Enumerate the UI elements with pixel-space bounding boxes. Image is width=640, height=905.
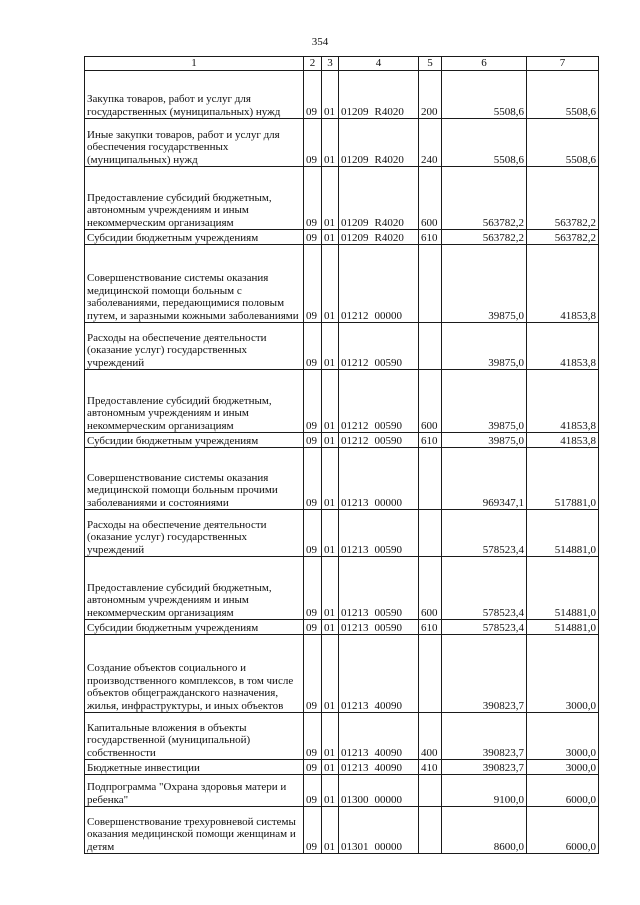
direction-code: 00590 bbox=[374, 621, 402, 634]
amount-col6: 390823,7 bbox=[442, 635, 527, 713]
table-row bbox=[85, 167, 599, 230]
section-code: 09 bbox=[304, 807, 322, 854]
table-row bbox=[85, 713, 599, 760]
expense-type-code: 200 bbox=[419, 71, 442, 119]
expense-type-code bbox=[419, 635, 442, 713]
program-code: 01213 bbox=[341, 761, 369, 774]
row-name: Предоставление субсидий бюджетным, автономным учреждениям и иным некоммерческим организациям bbox=[85, 167, 304, 230]
target-article-code bbox=[339, 620, 419, 635]
program-code: 01209 bbox=[341, 231, 369, 244]
section-code: 09 bbox=[304, 713, 322, 760]
table-row bbox=[85, 620, 599, 635]
target-article-code bbox=[339, 119, 419, 167]
program-code: 01213 bbox=[341, 699, 369, 712]
expense-type-code bbox=[419, 448, 442, 510]
row-name: Иные закупки товаров, работ и услуг для обеспечения государственных (муниципальных) нужд bbox=[85, 119, 304, 167]
amount-col7: 514881,0 bbox=[527, 557, 599, 620]
section-code: 09 bbox=[304, 775, 322, 807]
row-name: Закупка товаров, работ и услуг для государственных (муниципальных) нужд bbox=[85, 71, 304, 119]
target-article-code bbox=[339, 635, 419, 713]
amount-col7: 514881,0 bbox=[527, 620, 599, 635]
amount-col7: 6000,0 bbox=[527, 775, 599, 807]
target-article-code bbox=[339, 557, 419, 620]
direction-code: 00590 bbox=[374, 543, 402, 556]
row-name: Предоставление субсидий бюджетным, автономным учреждениям и иным некоммерческим организациям bbox=[85, 370, 304, 433]
subsection-code: 01 bbox=[322, 635, 339, 713]
amount-col7: 41853,8 bbox=[527, 323, 599, 370]
direction-code: 00000 bbox=[374, 793, 402, 806]
amount-col7: 563782,2 bbox=[527, 230, 599, 245]
table-row bbox=[85, 323, 599, 370]
table-row bbox=[85, 245, 599, 323]
amount-col7: 3000,0 bbox=[527, 760, 599, 775]
program-code: 01301 bbox=[341, 840, 369, 853]
subsection-code: 01 bbox=[322, 433, 339, 448]
row-name: Бюджетные инвестиции bbox=[85, 760, 304, 775]
expense-type-code bbox=[419, 245, 442, 323]
program-code: 01213 bbox=[341, 746, 369, 759]
column-header: 7 bbox=[527, 57, 599, 71]
subsection-code: 01 bbox=[322, 760, 339, 775]
expense-type-code bbox=[419, 775, 442, 807]
direction-code: R4020 bbox=[374, 231, 404, 244]
column-header: 6 bbox=[442, 57, 527, 71]
direction-code: 00000 bbox=[374, 309, 402, 322]
table-row bbox=[85, 760, 599, 775]
row-name: Расходы на обеспечение деятельности (оказание услуг) государственных учреждений bbox=[85, 510, 304, 557]
program-code: 01213 bbox=[341, 496, 369, 509]
amount-col7: 41853,8 bbox=[527, 433, 599, 448]
subsection-code: 01 bbox=[322, 713, 339, 760]
amount-col7: 5508,6 bbox=[527, 119, 599, 167]
column-header: 5 bbox=[419, 57, 442, 71]
direction-code: 40090 bbox=[374, 761, 402, 774]
row-name: Субсидии бюджетным учреждениям bbox=[85, 620, 304, 635]
section-code: 09 bbox=[304, 620, 322, 635]
row-name: Субсидии бюджетным учреждениям bbox=[85, 433, 304, 448]
amount-col7: 5508,6 bbox=[527, 71, 599, 119]
amount-col7: 3000,0 bbox=[527, 635, 599, 713]
program-code: 01213 bbox=[341, 543, 369, 556]
section-code: 09 bbox=[304, 635, 322, 713]
amount-col6: 9100,0 bbox=[442, 775, 527, 807]
target-article-code bbox=[339, 370, 419, 433]
target-article-code bbox=[339, 71, 419, 119]
amount-col6: 39875,0 bbox=[442, 245, 527, 323]
expense-type-code: 400 bbox=[419, 713, 442, 760]
expense-type-code: 600 bbox=[419, 167, 442, 230]
expense-type-code: 610 bbox=[419, 230, 442, 245]
direction-code: 00590 bbox=[374, 606, 402, 619]
row-name: Расходы на обеспечение деятельности (оказание услуг) государственных учреждений bbox=[85, 323, 304, 370]
amount-col7: 41853,8 bbox=[527, 245, 599, 323]
amount-col6: 39875,0 bbox=[442, 370, 527, 433]
target-article-code bbox=[339, 323, 419, 370]
expense-type-code: 410 bbox=[419, 760, 442, 775]
section-code: 09 bbox=[304, 370, 322, 433]
subsection-code: 01 bbox=[322, 71, 339, 119]
program-code: 01209 bbox=[341, 153, 369, 166]
section-code: 09 bbox=[304, 557, 322, 620]
table-row bbox=[85, 370, 599, 433]
subsection-code: 01 bbox=[322, 620, 339, 635]
expense-type-code: 610 bbox=[419, 433, 442, 448]
subsection-code: 01 bbox=[322, 230, 339, 245]
table-row bbox=[85, 230, 599, 245]
amount-col6: 39875,0 bbox=[442, 323, 527, 370]
table-row bbox=[85, 71, 599, 119]
table-row bbox=[85, 557, 599, 620]
amount-col6: 5508,6 bbox=[442, 119, 527, 167]
subsection-code: 01 bbox=[322, 119, 339, 167]
row-name: Совершенствование трехуровневой системы оказания медицинской помощи женщинам и детям bbox=[85, 807, 304, 854]
budget-table bbox=[84, 56, 599, 854]
subsection-code: 01 bbox=[322, 448, 339, 510]
subsection-code: 01 bbox=[322, 807, 339, 854]
subsection-code: 01 bbox=[322, 557, 339, 620]
amount-col7: 514881,0 bbox=[527, 510, 599, 557]
direction-code: 00590 bbox=[374, 434, 402, 447]
table-row bbox=[85, 433, 599, 448]
target-article-code bbox=[339, 245, 419, 323]
direction-code: 00590 bbox=[374, 356, 402, 369]
amount-col6: 578523,4 bbox=[442, 510, 527, 557]
amount-col6: 390823,7 bbox=[442, 713, 527, 760]
table-row bbox=[85, 510, 599, 557]
section-code: 09 bbox=[304, 510, 322, 557]
column-header: 3 bbox=[322, 57, 339, 71]
target-article-code bbox=[339, 230, 419, 245]
amount-col6: 390823,7 bbox=[442, 760, 527, 775]
target-article-code bbox=[339, 760, 419, 775]
table-row bbox=[85, 807, 599, 854]
expense-type-code bbox=[419, 323, 442, 370]
amount-col7: 3000,0 bbox=[527, 713, 599, 760]
section-code: 09 bbox=[304, 433, 322, 448]
page-number: 354 bbox=[311, 36, 329, 48]
target-article-code bbox=[339, 510, 419, 557]
amount-col7: 563782,2 bbox=[527, 167, 599, 230]
section-code: 09 bbox=[304, 119, 322, 167]
column-header: 4 bbox=[339, 57, 419, 71]
program-code: 01300 bbox=[341, 793, 369, 806]
column-header: 2 bbox=[304, 57, 322, 71]
expense-type-code bbox=[419, 510, 442, 557]
section-code: 09 bbox=[304, 167, 322, 230]
expense-type-code bbox=[419, 807, 442, 854]
header-row bbox=[85, 57, 599, 71]
section-code: 09 bbox=[304, 245, 322, 323]
target-article-code bbox=[339, 433, 419, 448]
target-article-code bbox=[339, 448, 419, 510]
row-name: Субсидии бюджетным учреждениям bbox=[85, 230, 304, 245]
amount-col6: 578523,4 bbox=[442, 620, 527, 635]
program-code: 01212 bbox=[341, 356, 369, 369]
amount-col7: 41853,8 bbox=[527, 370, 599, 433]
direction-code: R4020 bbox=[374, 105, 404, 118]
section-code: 09 bbox=[304, 323, 322, 370]
amount-col6: 5508,6 bbox=[442, 71, 527, 119]
direction-code: 40090 bbox=[374, 746, 402, 759]
table-row bbox=[85, 775, 599, 807]
section-code: 09 bbox=[304, 448, 322, 510]
row-name: Предоставление субсидий бюджетным, автономным учреждениям и иным некоммерческим организациям bbox=[85, 557, 304, 620]
program-code: 01212 bbox=[341, 434, 369, 447]
table-row bbox=[85, 448, 599, 510]
target-article-code bbox=[339, 167, 419, 230]
amount-col6: 969347,1 bbox=[442, 448, 527, 510]
program-code: 01209 bbox=[341, 105, 369, 118]
amount-col6: 563782,2 bbox=[442, 230, 527, 245]
row-name: Совершенствование системы оказания медицинской помощи больным с заболеваниями, передающимися половым путем, и заразными кожными заболеваниями bbox=[85, 245, 304, 323]
amount-col6: 8600,0 bbox=[442, 807, 527, 854]
subsection-code: 01 bbox=[322, 245, 339, 323]
expense-type-code: 600 bbox=[419, 557, 442, 620]
target-article-code bbox=[339, 713, 419, 760]
subsection-code: 01 bbox=[322, 323, 339, 370]
direction-code: 40090 bbox=[374, 699, 402, 712]
row-name: Капитальные вложения в объекты государственной (муниципальной) собственности bbox=[85, 713, 304, 760]
row-name: Совершенствование системы оказания медицинской помощи больным прочими заболеваниями и состояниями bbox=[85, 448, 304, 510]
column-header: 1 bbox=[85, 57, 304, 71]
program-code: 01212 bbox=[341, 309, 369, 322]
subsection-code: 01 bbox=[322, 775, 339, 807]
amount-col6: 39875,0 bbox=[442, 433, 527, 448]
direction-code: 00590 bbox=[374, 419, 402, 432]
direction-code: R4020 bbox=[374, 216, 404, 229]
row-name: Подпрограмма "Охрана здоровья матери и ребенка" bbox=[85, 775, 304, 807]
subsection-code: 01 bbox=[322, 510, 339, 557]
amount-col7: 6000,0 bbox=[527, 807, 599, 854]
amount-col7: 517881,0 bbox=[527, 448, 599, 510]
section-code: 09 bbox=[304, 230, 322, 245]
table-row bbox=[85, 119, 599, 167]
subsection-code: 01 bbox=[322, 167, 339, 230]
amount-col6: 563782,2 bbox=[442, 167, 527, 230]
table-row bbox=[85, 635, 599, 713]
expense-type-code: 600 bbox=[419, 370, 442, 433]
program-code: 01209 bbox=[341, 216, 369, 229]
expense-type-code: 610 bbox=[419, 620, 442, 635]
expense-type-code: 240 bbox=[419, 119, 442, 167]
direction-code: 00000 bbox=[374, 840, 402, 853]
target-article-code bbox=[339, 807, 419, 854]
row-name: Создание объектов социального и производственного комплексов, в том числе объектов общегражданского назначения, жилья, инфраструктуры, и иных объектов bbox=[85, 635, 304, 713]
amount-col6: 578523,4 bbox=[442, 557, 527, 620]
section-code: 09 bbox=[304, 71, 322, 119]
program-code: 01212 bbox=[341, 419, 369, 432]
section-code: 09 bbox=[304, 760, 322, 775]
program-code: 01213 bbox=[341, 606, 369, 619]
direction-code: R4020 bbox=[374, 153, 404, 166]
program-code: 01213 bbox=[341, 621, 369, 634]
target-article-code bbox=[339, 775, 419, 807]
direction-code: 00000 bbox=[374, 496, 402, 509]
subsection-code: 01 bbox=[322, 370, 339, 433]
